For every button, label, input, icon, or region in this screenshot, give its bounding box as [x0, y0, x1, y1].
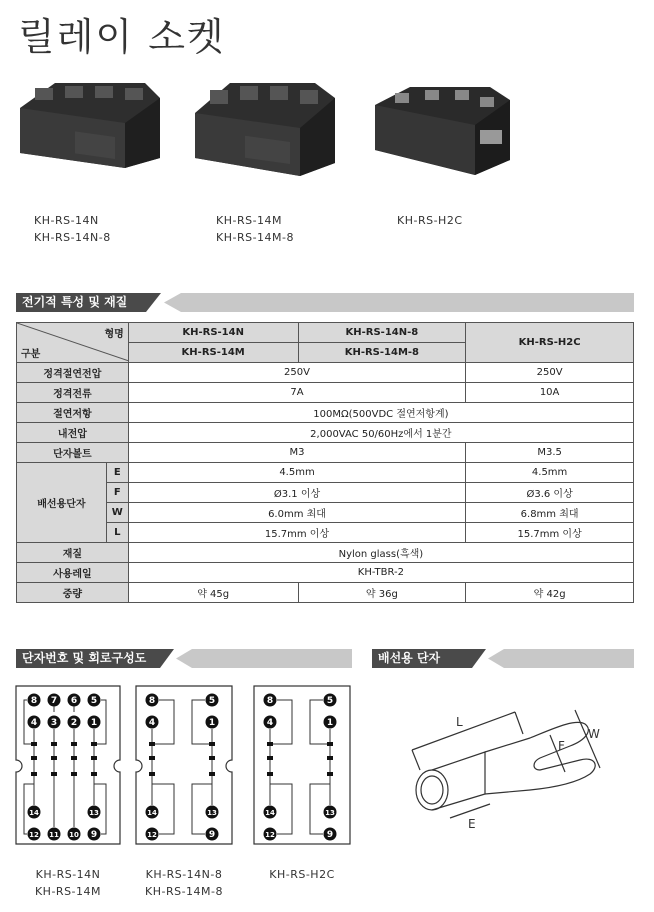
table-row: 단자볼트 M3 M3.5 [17, 443, 634, 463]
product-photo-h2c [370, 75, 515, 185]
svg-text:5: 5 [208, 696, 216, 706]
page-title: 릴레이 소켓 [18, 15, 226, 59]
dim-F: F [558, 739, 565, 753]
col-header-3: KH-RS-H2C [466, 323, 634, 363]
col-header-2: KH-RS-14N-8 [298, 323, 466, 343]
svg-text:6: 6 [70, 696, 78, 706]
svg-text:12: 12 [265, 831, 275, 839]
product-label-14m: KH-RS-14M KH-RS-14M-8 [216, 214, 295, 244]
svg-text:14: 14 [29, 809, 39, 817]
section-header-spec: 전기적 특성 및 재질 [16, 293, 634, 312]
section-header-terminal: 배선용 단자 [372, 649, 634, 668]
svg-text:4: 4 [266, 718, 274, 728]
table-row: F Ø3.1 이상 Ø3.6 이상 [17, 483, 634, 503]
svg-text:9: 9 [208, 830, 216, 840]
svg-text:13: 13 [325, 809, 335, 817]
circuit-diagram-14n-8 [134, 684, 234, 846]
diagram-label-14n: KH-RS-14N KH-RS-14M [34, 868, 102, 898]
dim-E: E [468, 817, 476, 831]
product-label-h2c: KH-RS-H2C [397, 214, 463, 227]
svg-text:14: 14 [265, 809, 275, 817]
svg-text:3: 3 [50, 718, 58, 728]
svg-text:12: 12 [29, 831, 39, 839]
product-label-14n: KH-RS-14N KH-RS-14N-8 [34, 214, 111, 244]
svg-text:1: 1 [208, 718, 216, 728]
svg-text:5: 5 [90, 696, 98, 706]
svg-text:4: 4 [30, 718, 38, 728]
table-row: 정격전류 7A 10A [17, 383, 634, 403]
svg-text:12: 12 [147, 831, 157, 839]
svg-text:9: 9 [326, 830, 334, 840]
svg-text:8: 8 [148, 696, 156, 706]
svg-text:13: 13 [207, 809, 217, 817]
spec-table: 형명 구분 KH-RS-14N KH-RS-14N-8 KH-RS-H2C KH-RS-14M KH-RS-14M-8 정격절연전압 250V 250V 정격전류 7A 10A 절연저항 100MΩ(500VDC 절연저항계) 내전압 2,000VAC 50/60Hz에서 1분간 단자볼트 M3 M3.5 배선용단자 E 4.5mm 4.5mm F Ø3.1 이상 Ø3.6 이상 W 6.0mm 최대 6.8mm 최대 L 15.7mm 이상 15.7mm 이상 재질 Nylon glass(흑색) 사용레일 KH-TBR-2 중량 약 45g 약 36g 약 42g [16, 322, 634, 603]
table-row: 재질 Nylon glass(흑색) [17, 543, 634, 563]
circuit-diagram-14n [14, 684, 122, 846]
col-header-1: KH-RS-14N [128, 323, 298, 343]
circuit-diagram-h2c [252, 684, 352, 846]
svg-text:1: 1 [326, 718, 334, 728]
table-row: 내전압 2,000VAC 50/60Hz에서 1분간 [17, 423, 634, 443]
table-row: 절연저항 100MΩ(500VDC 절연저항계) [17, 403, 634, 423]
diagram-label-h2c: KH-RS-H2C [269, 868, 335, 881]
table-corner-cell: 형명 구분 [17, 323, 129, 363]
table-row: 배선용단자 E 4.5mm 4.5mm [17, 463, 634, 483]
svg-text:13: 13 [89, 809, 99, 817]
section-header-circuit: 단자번호 및 회로구성도 [16, 649, 352, 668]
svg-text:10: 10 [69, 831, 79, 839]
svg-text:5: 5 [326, 696, 334, 706]
pin-8: 8 [30, 696, 38, 706]
wiring-terminal-drawing [390, 690, 620, 850]
table-row: 사용레일 KH-TBR-2 [17, 563, 634, 583]
table-row: W 6.0mm 최대 6.8mm 최대 [17, 503, 634, 523]
svg-text:1: 1 [90, 718, 98, 728]
table-row: 중량 약 45g 약 36g 약 42g [17, 583, 634, 603]
svg-text:14: 14 [147, 809, 157, 817]
product-photo-14n [15, 68, 165, 173]
svg-text:4: 4 [148, 718, 156, 728]
dim-W: W [588, 727, 600, 741]
svg-text:9: 9 [90, 830, 98, 840]
svg-text:2: 2 [70, 718, 78, 728]
product-photo-14m [190, 68, 340, 183]
table-row: 정격절연전압 250V 250V [17, 363, 634, 383]
svg-text:7: 7 [50, 696, 58, 706]
diagram-label-14n-8: KH-RS-14N-8 KH-RS-14M-8 [144, 868, 223, 898]
svg-text:8: 8 [266, 696, 274, 706]
table-row: L 15.7mm 이상 15.7mm 이상 [17, 523, 634, 543]
svg-text:11: 11 [49, 831, 59, 839]
dim-L: L [456, 715, 463, 729]
